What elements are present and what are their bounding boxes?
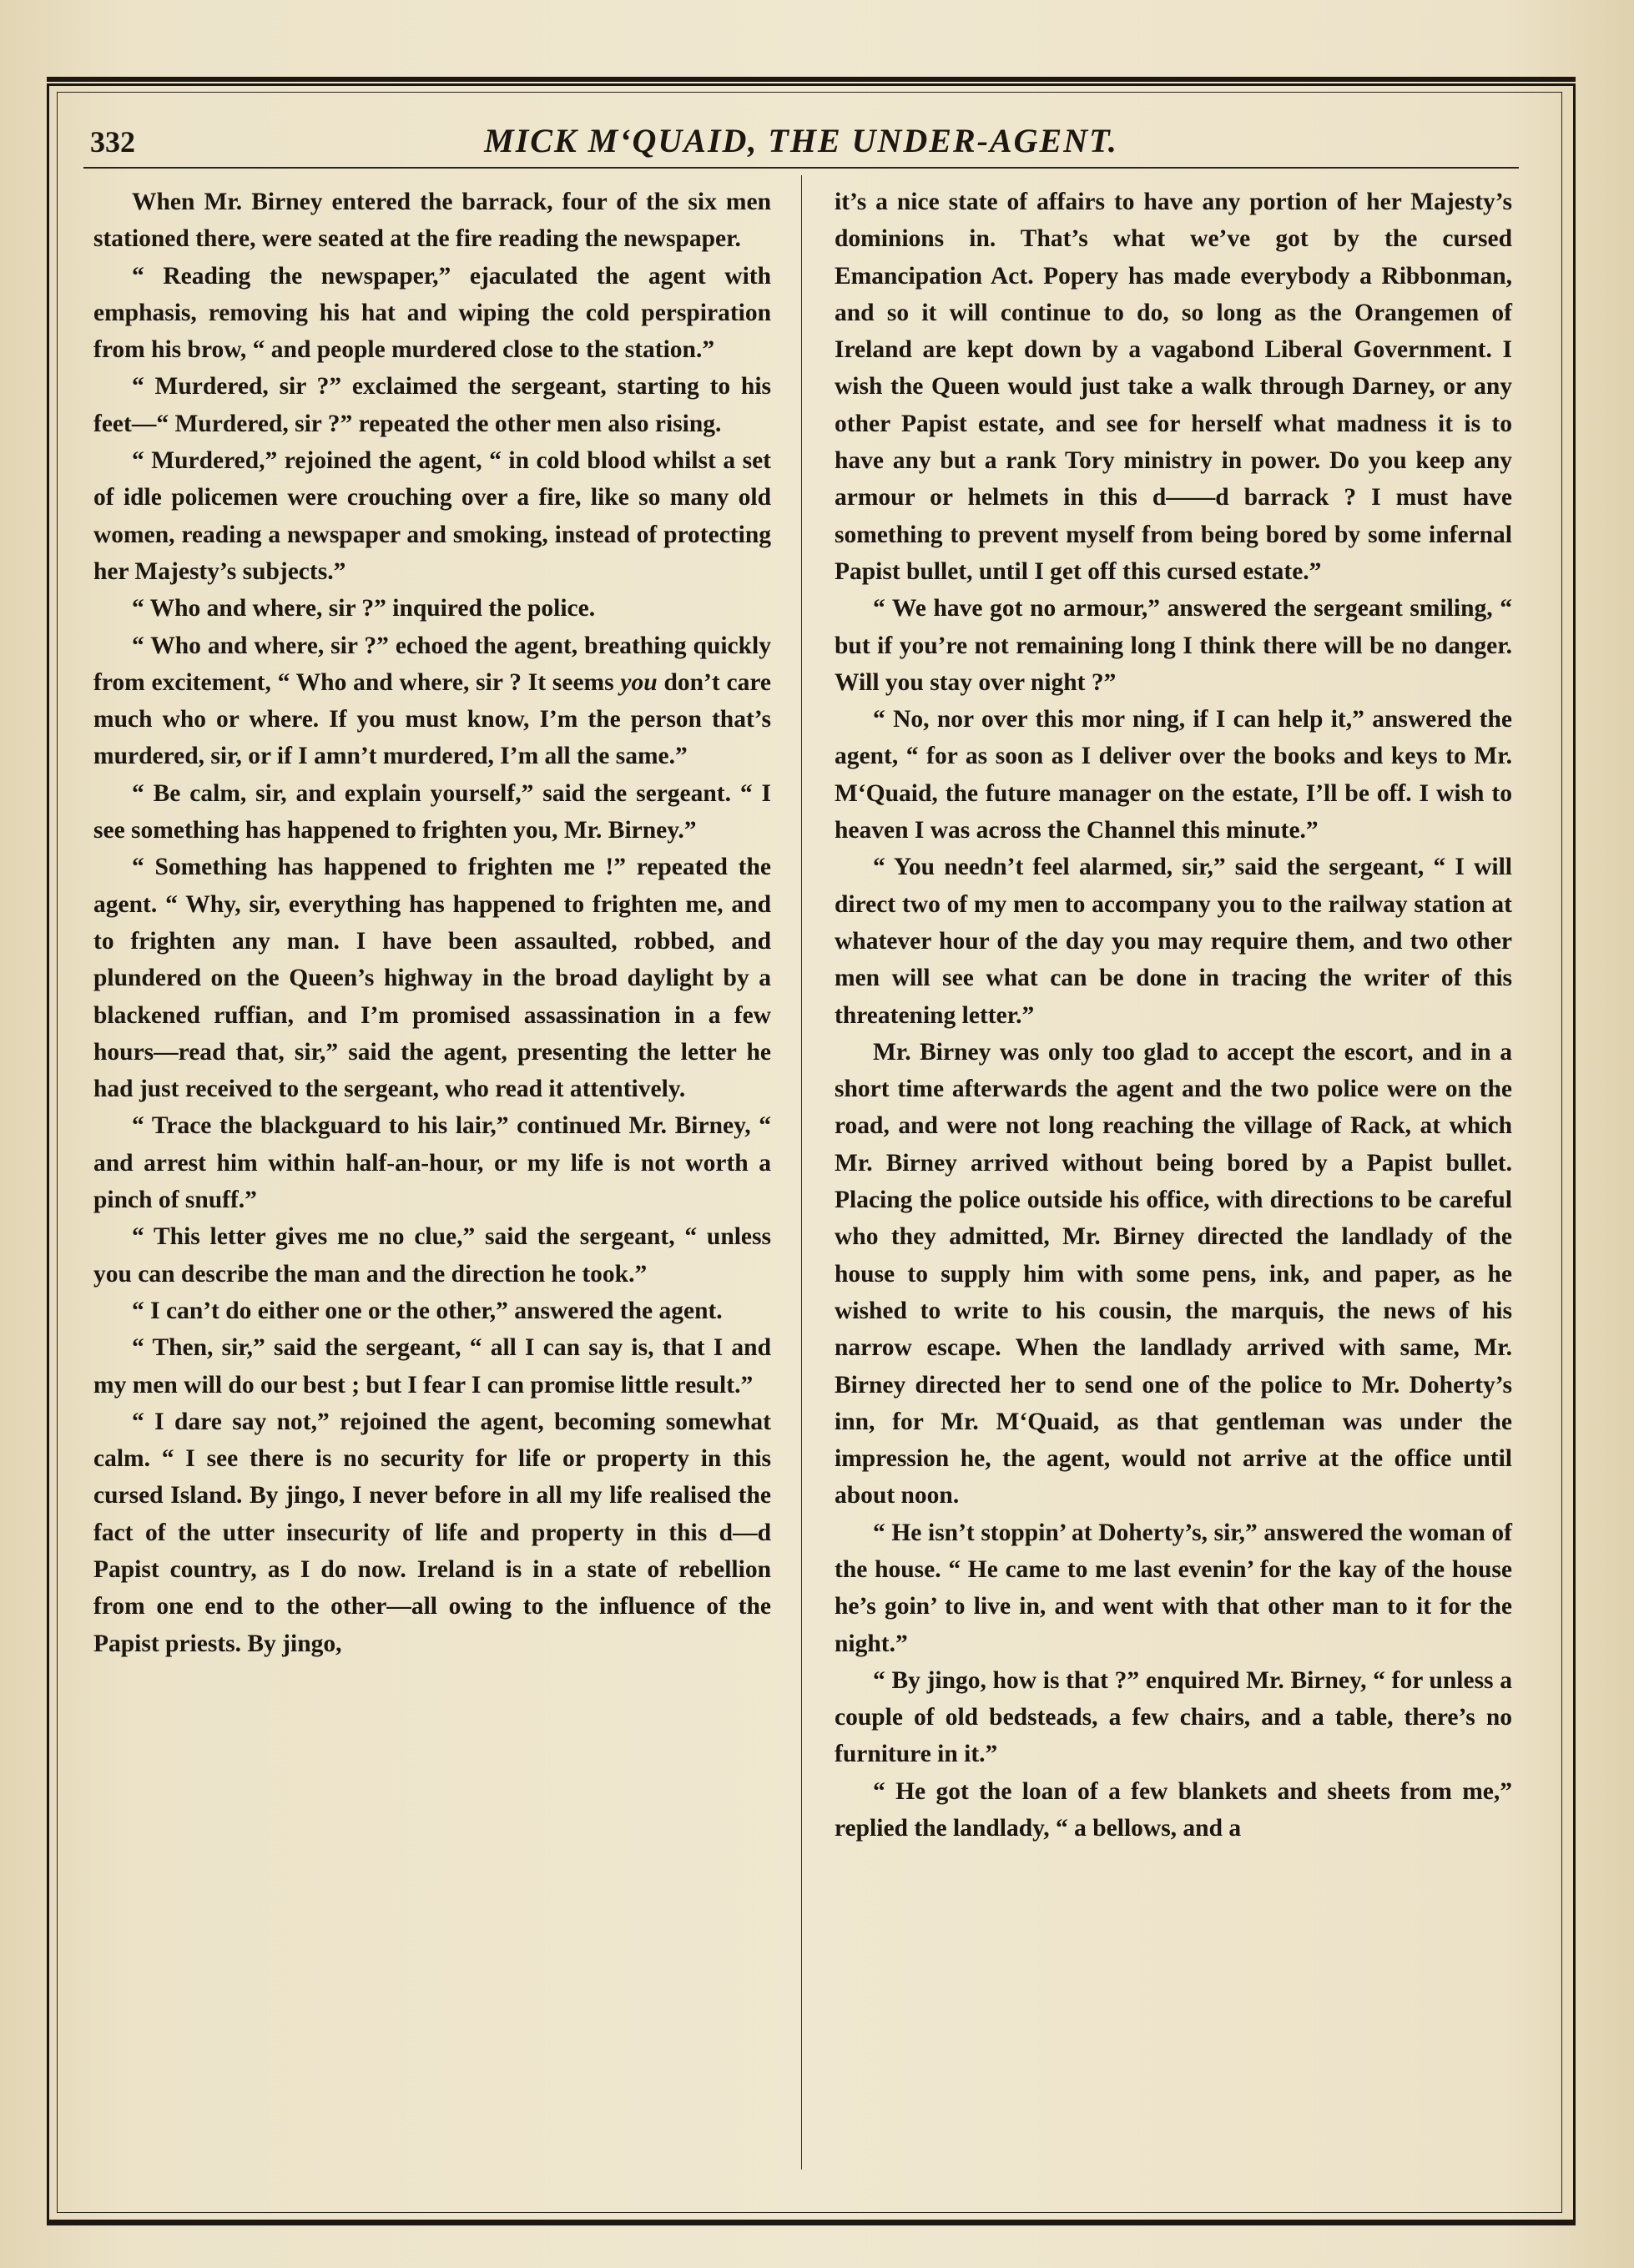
running-head xyxy=(83,113,1519,163)
paragraph: Mr. Birney was only too glad to accept the escort, and in a short time afterwards the agent and the two police were on the road, and were not long reaching the village of Rack, at which Mr. Birney arrived without being bored by a Papist bullet. Placing the police outside his office, with directions to be careful who they admitted, Mr. Birney directed the landlady of the house to supply him with some pens, ink, and paper, as he wished to write to his cousin, the marquis, the news of his narrow escape. When the landlady arrived with same, Mr. Birney directed her to send one of the police to Mr. Doherty’s inn, for Mr. M‘Quaid, as that gentleman was under the impression he, the agent, would not arrive at the office until about noon. xyxy=(835,1038,1512,1509)
paragraph: “ This letter gives me no clue,” said the sergeant, “ unless you can describe the man and the direction he took.” xyxy=(93,1223,771,1288)
paragraph: it’s a nice state of affairs to have any portion of her Majesty’s dominions in. That’s what we’ve got by the cursed Emancipation Act. Popery has made everybody a Ribbonman, and so it will continue to do, so long as the Orangemen of Ireland are kept down by a vagabond Liberal Government. I wish the Queen would just take a walk through Darney, or any other Papist estate, and see for herself what madness it is to have any but a rank Tory ministry in power. Do you keep any armour or helmets in this d——d barrack ? I must have something to prevent myself from being bored by some infernal Papist bullet, until I get off this cursed estate.” xyxy=(835,189,1512,585)
paragraph-text: “ Who and where, sir ?” echoed the agent, breathing quickly from excitement, “ Who and where, sir ? It seems xyxy=(93,632,771,696)
paragraph: “ Reading the newspaper,” ejaculated the agent with emphasis, removing his hat and wiping the cold perspiration from his brow, “ and people murdered close to the station.” xyxy=(93,262,771,364)
top-border-rule xyxy=(47,77,1576,82)
bottom-border-rule xyxy=(47,2220,1576,2225)
paragraph: “ You needn’t feel alarmed, sir,” said the sergeant, “ I will direct two of my men to accompany you to the railway station at whatever hour of the day you may require them, and two other men will see what can be done in tracing the writer of this threatening letter.” xyxy=(835,854,1512,1029)
paragraph: “ I dare say not,” rejoined the agent, becoming somewhat calm. “ I see there is no security for life or property in this cursed Island. By jingo, I never before in all my life realised the fact of the utter insecurity of life and property in this d—d Papist country, as I do now. Ireland is in a state of rebellion from one end to the other—all owing to the influence of the Papist priests. By jingo, xyxy=(93,1408,771,1657)
paragraph: “ Something has happened to frighten me !” repeated the agent. “ Why, sir, everything has happened to frighten me, and to frighten any man. I have been assaulted, robbed, and plundered on the Queen’s highway in the broad daylight by a blackened ruffian, and I’m promised assassination in a few hours—read that, sir,” said the agent, presenting the letter he had just received to the sergeant, who read it attentively. xyxy=(93,854,771,1103)
header-rule xyxy=(83,167,1519,169)
paragraph: When Mr. Birney entered the barrack, four of the six men stationed there, were seated at the fire reading the newspaper. xyxy=(93,189,771,253)
paragraph: “ No, nor over this mor ning, if I can help it,” answered the agent, “ for as soon as I deliver over the books and keys to Mr. M‘Quaid, the future manager on the estate, I’ll be off. I wish to heaven I was across the Channel this minute.” xyxy=(835,706,1512,844)
paragraph: “ He got the loan of a few blankets and sheets from me,” replied the landlady, “ a bellows, and a xyxy=(835,1777,1512,1842)
emphasis-text: you xyxy=(620,668,658,696)
paragraph-text: don’t care much who or where. If you must know, I’m the person that’s murdered, sir, or if I amn’t murdered, I’m all the same.” xyxy=(93,668,772,770)
paragraph: “ Murdered,” rejoined the agent, “ in cold blood whilst a set of idle policemen were crouching over a fire, like so many old women, reading a newspaper and smoking, instead of protecting her Majesty’s subjects.” xyxy=(93,447,771,585)
paragraph: “ He isn’t stoppin’ at Doherty’s, sir,” answered the woman of the house. “ He came to me last evenin’ for the kay of the house he’s goin’ to live in, and went with that other man to it for the night.” xyxy=(835,1519,1512,1657)
paragraph: “ Murdered, sir ?” exclaimed the sergeant, starting to his feet—“ Murdered, sir ?” repeated the other men also rising. xyxy=(93,373,771,437)
left-column xyxy=(93,184,771,1662)
paragraph: “ Who and where, sir ?” inquired the police. xyxy=(132,595,596,622)
paragraph: “ We have got no armour,” answered the sergeant smiling, “ but if you’re not remaining long I think there will be no danger. Will you stay over night ?” xyxy=(835,595,1512,696)
paragraph: “ Trace the blackguard to his lair,” continued Mr. Birney, “ and arrest him within half-an-hour, or my life is not worth a pinch of snuff.” xyxy=(93,1112,771,1214)
paragraph: “ By jingo, how is that ?” enquired Mr. Birney, “ for unless a couple of old bedsteads, a few chairs, and a table, there’s no furniture in it.” xyxy=(835,1666,1512,1768)
column-divider xyxy=(801,175,802,2170)
paragraph: “ Then, sir,” said the sergeant, “ all I can say is, that I and my men will do our best ; but I fear I can promise little result.” xyxy=(93,1334,771,1399)
paragraph: “ I can’t do either one or the other,” answered the agent. xyxy=(132,1297,723,1324)
paragraph: “ Be calm, sir, and explain yourself,” said the sergeant. “ I see something has happened to frighten you, Mr. Birney.” xyxy=(93,779,771,844)
page-number: 332 xyxy=(90,125,135,159)
paragraph xyxy=(93,627,771,775)
running-title: MICK M‘QUAID, THE UNDER-AGENT. xyxy=(484,122,1118,159)
right-column xyxy=(835,184,1512,1847)
